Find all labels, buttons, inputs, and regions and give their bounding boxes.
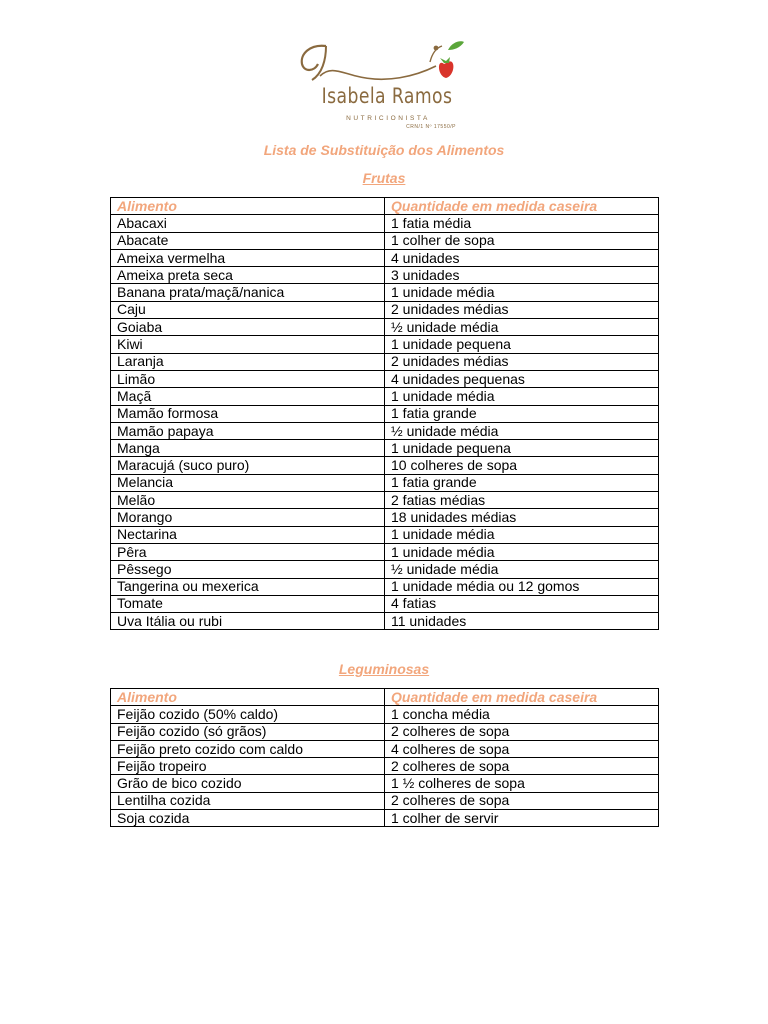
quantity-cell: 1 fatia média: [385, 215, 659, 232]
table-header-row: [111, 198, 659, 215]
food-cell: Banana prata/maçã/nanica: [111, 284, 385, 301]
table-row: [111, 810, 659, 827]
quantity-cell: 18 unidades médias: [385, 509, 659, 526]
table-row: [111, 509, 659, 526]
food-cell: Abacaxi: [111, 215, 385, 232]
table-row: [111, 336, 659, 353]
table-row: [111, 319, 659, 336]
table-row: [111, 370, 659, 387]
logo-subtitle: NUTRICIONISTA: [346, 115, 430, 122]
table-row: [111, 613, 659, 630]
frutas-table: [110, 197, 659, 630]
quantity-cell: 2 unidades médias: [385, 353, 659, 370]
quantity-cell: 2 fatias médias: [385, 492, 659, 509]
table-row: [111, 561, 659, 578]
food-cell: Caju: [111, 301, 385, 318]
quantity-cell: 2 colheres de sopa: [385, 758, 659, 775]
table-row: [111, 232, 659, 249]
food-cell: Abacate: [111, 232, 385, 249]
quantity-cell: 1 unidade média: [385, 543, 659, 560]
section-title-frutas: Frutas: [362, 170, 406, 186]
table-row: [111, 543, 659, 560]
leaf-icon: [448, 41, 464, 50]
table-row: [111, 706, 659, 723]
table-row: [111, 353, 659, 370]
food-cell: Lentilha cozida: [111, 792, 385, 809]
food-cell: Ameixa vermelha: [111, 249, 385, 266]
table-row: [111, 457, 659, 474]
quantity-cell: 4 colheres de sopa: [385, 740, 659, 757]
table-row: [111, 440, 659, 457]
food-cell: Feijão cozido (50% caldo): [111, 706, 385, 723]
quantity-cell: 1 unidade média: [385, 388, 659, 405]
table-row: [111, 284, 659, 301]
quantity-cell: ½ unidade média: [385, 422, 659, 439]
header-alimento: Alimento: [111, 198, 385, 215]
quantity-cell: 1 concha média: [385, 706, 659, 723]
table-row: [111, 723, 659, 740]
food-cell: Soja cozida: [111, 810, 385, 827]
page-title: Lista de Substituição dos Alimentos: [263, 142, 505, 158]
food-cell: Feijão preto cozido com caldo: [111, 740, 385, 757]
leguminosas-table: [110, 688, 659, 827]
quantity-cell: 1 fatia grande: [385, 474, 659, 491]
header-alimento: Alimento: [111, 689, 385, 706]
table-row: [111, 578, 659, 595]
quantity-cell: 1 unidade média: [385, 526, 659, 543]
food-cell: Melancia: [111, 474, 385, 491]
quantity-cell: 1 colher de servir: [385, 810, 659, 827]
logo-registration: CRN/1 Nº 17550/P: [406, 124, 456, 130]
header-quantidade: Quantidade em medida caseira: [385, 689, 659, 706]
nutritionist-logo: [296, 36, 472, 134]
table-row: [111, 474, 659, 491]
quantity-cell: 1 unidade média: [385, 284, 659, 301]
food-cell: Tomate: [111, 595, 385, 612]
food-cell: Mamão papaya: [111, 422, 385, 439]
table-row: [111, 405, 659, 422]
food-cell: Uva Itália ou rubi: [111, 613, 385, 630]
food-cell: Pêssego: [111, 561, 385, 578]
table-row: [111, 775, 659, 792]
table-row: [111, 388, 659, 405]
quantity-cell: 2 unidades médias: [385, 301, 659, 318]
table-row: [111, 422, 659, 439]
quantity-cell: ½ unidade média: [385, 319, 659, 336]
quantity-cell: 11 unidades: [385, 613, 659, 630]
food-cell: Feijão cozido (só grãos): [111, 723, 385, 740]
table-row: [111, 301, 659, 318]
quantity-cell: 4 unidades: [385, 249, 659, 266]
table-row: [111, 249, 659, 266]
food-cell: Manga: [111, 440, 385, 457]
quantity-cell: 1 colher de sopa: [385, 232, 659, 249]
table-row: [111, 792, 659, 809]
table-header-row: [111, 689, 659, 706]
table-row: [111, 267, 659, 284]
table-row: [111, 758, 659, 775]
food-cell: Mamão formosa: [111, 405, 385, 422]
food-cell: Feijão tropeiro: [111, 758, 385, 775]
food-cell: Tangerina ou mexerica: [111, 578, 385, 595]
quantity-cell: 2 colheres de sopa: [385, 792, 659, 809]
food-cell: Limão: [111, 370, 385, 387]
quantity-cell: 10 colheres de sopa: [385, 457, 659, 474]
section-title-leguminosas: Leguminosas: [338, 661, 430, 677]
food-cell: Pêra: [111, 543, 385, 560]
quantity-cell: 1 unidade pequena: [385, 336, 659, 353]
table-row: [111, 215, 659, 232]
food-cell: Ameixa preta seca: [111, 267, 385, 284]
quantity-cell: 4 unidades pequenas: [385, 370, 659, 387]
food-cell: Morango: [111, 509, 385, 526]
food-cell: Kiwi: [111, 336, 385, 353]
food-cell: Maracujá (suco puro): [111, 457, 385, 474]
quantity-cell: 1 ½ colheres de sopa: [385, 775, 659, 792]
table-row: [111, 595, 659, 612]
food-cell: Melão: [111, 492, 385, 509]
quantity-cell: 1 fatia grande: [385, 405, 659, 422]
header-quantidade: Quantidade em medida caseira: [385, 198, 659, 215]
quantity-cell: 3 unidades: [385, 267, 659, 284]
food-cell: Goiaba: [111, 319, 385, 336]
table-row: [111, 740, 659, 757]
food-cell: Laranja: [111, 353, 385, 370]
quantity-cell: 1 unidade média ou 12 gomos: [385, 578, 659, 595]
table-row: [111, 526, 659, 543]
quantity-cell: 2 colheres de sopa: [385, 723, 659, 740]
quantity-cell: 1 unidade pequena: [385, 440, 659, 457]
food-cell: Maçã: [111, 388, 385, 405]
quantity-cell: ½ unidade média: [385, 561, 659, 578]
quantity-cell: 4 fatias: [385, 595, 659, 612]
logo-name: Isabela Ramos: [321, 84, 453, 108]
strawberry-icon: [439, 61, 453, 78]
food-cell: Nectarina: [111, 526, 385, 543]
table-row: [111, 492, 659, 509]
food-cell: Grão de bico cozido: [111, 775, 385, 792]
